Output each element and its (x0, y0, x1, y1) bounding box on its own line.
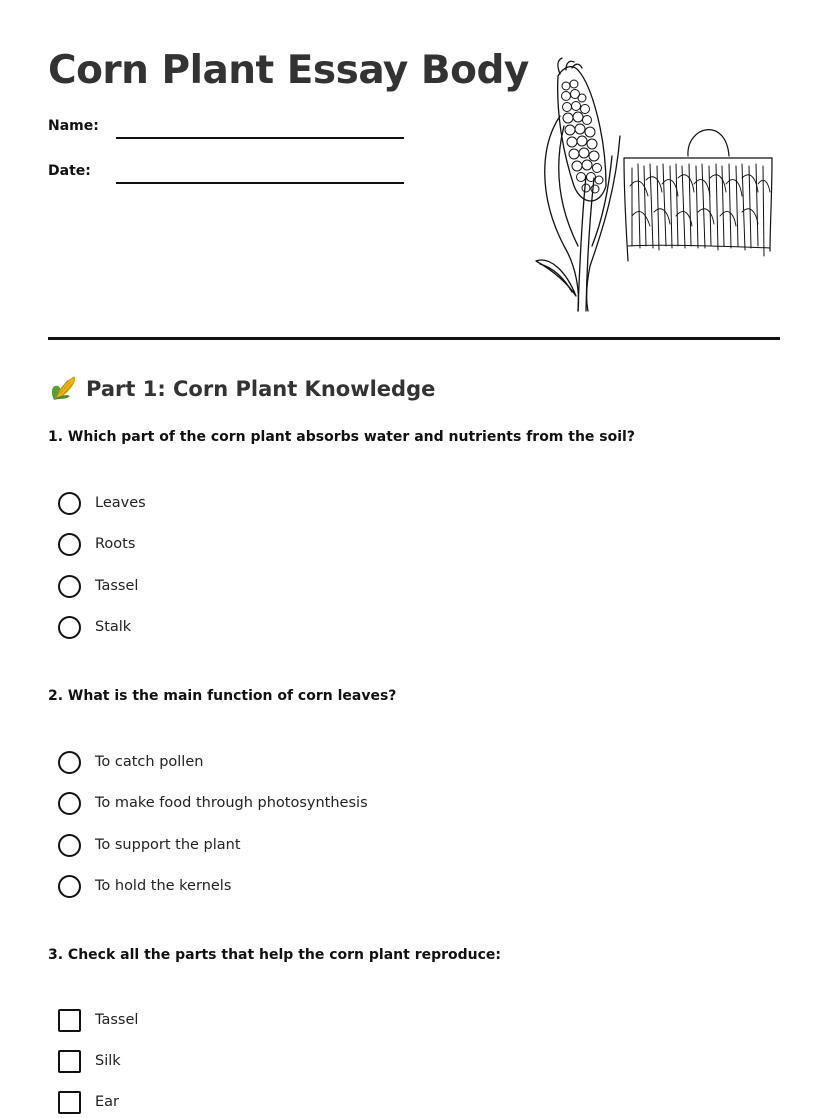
option-label: To make food through photosynthesis (95, 795, 368, 811)
question-1: 1. Which part of the corn plant absorbs water and nutrients from the soil? (48, 429, 635, 445)
option-label: Tassel (95, 1012, 139, 1028)
radio-button[interactable] (58, 834, 81, 857)
part1-heading (48, 374, 435, 404)
radio-button[interactable] (58, 616, 81, 639)
q2-option-hold-kernels[interactable] (58, 874, 231, 898)
option-label: Stalk (95, 619, 132, 635)
date-label: Date: (48, 163, 91, 179)
name-label: Name: (48, 118, 99, 134)
option-label: Tassel (95, 578, 139, 594)
question-3: 3. Check all the parts that help the corn plant reproduce: (48, 947, 502, 963)
option-label: To hold the kernels (95, 878, 232, 894)
radio-button[interactable] (58, 492, 81, 515)
q3-option-ear[interactable] (58, 1090, 119, 1114)
section-divider (48, 337, 780, 340)
corn-icon (48, 374, 78, 404)
corn-field-illustration (520, 56, 780, 314)
q3-option-tassel[interactable] (58, 1008, 138, 1032)
radio-button[interactable] (58, 875, 81, 898)
q2-option-photosynthesis[interactable] (58, 791, 368, 815)
radio-button[interactable] (58, 792, 81, 815)
question-2: 2. What is the main function of corn leaves? (48, 688, 397, 704)
radio-button[interactable] (58, 751, 81, 774)
q3-option-silk[interactable] (58, 1049, 121, 1073)
checkbox[interactable] (58, 1050, 81, 1073)
radio-button[interactable] (58, 575, 81, 598)
option-label: To support the plant (95, 837, 241, 853)
radio-button[interactable] (58, 533, 81, 556)
option-label: To catch pollen (95, 754, 204, 770)
option-label: Silk (95, 1053, 121, 1069)
date-input-line[interactable] (116, 182, 404, 184)
q1-option-leaves[interactable] (58, 491, 146, 515)
option-label: Leaves (95, 495, 146, 511)
q2-option-catch-pollen[interactable] (58, 750, 203, 774)
option-label: Roots (95, 536, 136, 552)
part1-title: Part 1: Corn Plant Knowledge (86, 377, 436, 401)
checkbox[interactable] (58, 1009, 81, 1032)
name-input-line[interactable] (116, 137, 404, 139)
option-label: Ear (95, 1094, 120, 1110)
q2-option-support[interactable] (58, 833, 241, 857)
q1-option-roots[interactable] (58, 532, 135, 556)
q1-option-stalk[interactable] (58, 615, 131, 639)
checkbox[interactable] (58, 1091, 81, 1114)
page-title: Corn Plant Essay Body (48, 48, 529, 93)
q1-option-tassel[interactable] (58, 574, 138, 598)
